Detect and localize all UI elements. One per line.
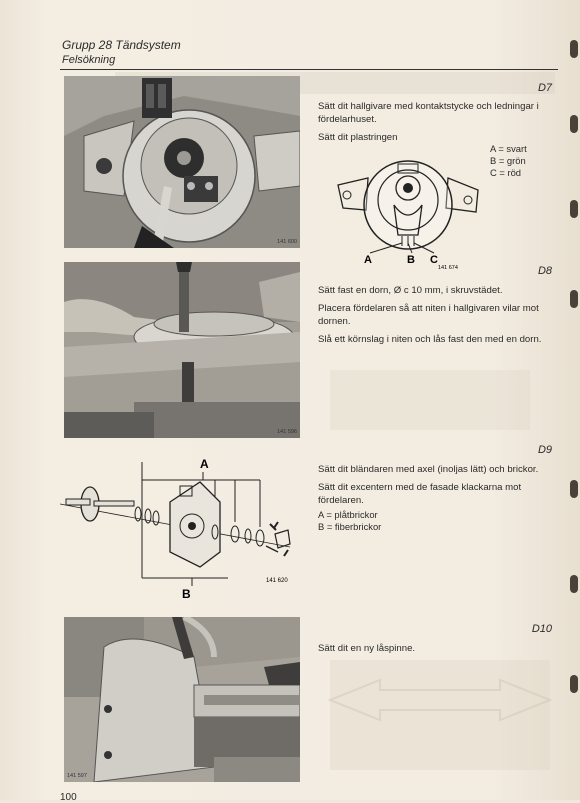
chapter-title: Grupp 28 Tändsystem	[62, 38, 181, 52]
photo-d10	[64, 617, 300, 782]
diagram-label-a: A	[364, 254, 372, 266]
section-text-d7	[318, 100, 558, 149]
diagram-label-b: B	[182, 587, 191, 601]
section-code-d8: D8	[537, 265, 552, 277]
paragraph: Sätt dit bländaren med axel (inoljas lätt) och brickor.	[318, 464, 539, 475]
legend-item: A = plåtbrickor	[318, 509, 378, 520]
binding-hole	[570, 115, 578, 133]
legend-item: C = röd	[490, 167, 522, 178]
legend-d9	[318, 509, 381, 533]
diagram-d7	[318, 150, 488, 270]
photo-d8	[64, 262, 300, 438]
paragraph: Sätt fast en dorn, Ø c 10 mm, i skruvstädet.	[318, 285, 503, 296]
figure-number-d9: 141 620	[266, 578, 288, 584]
diagram-label-b: B	[407, 254, 415, 266]
diagram-label-c: C	[430, 254, 438, 266]
paragraph: Sätt dit plastringen	[318, 132, 398, 143]
section-text-d8	[318, 284, 558, 351]
binding-hole	[570, 480, 578, 498]
binding-hole	[570, 575, 578, 593]
photo-d7	[64, 76, 300, 248]
diagram-d9	[60, 452, 310, 602]
vise-drift-photo	[64, 262, 300, 438]
legend-item: A = svart	[490, 143, 527, 154]
section-code-d10: D10	[531, 623, 552, 635]
section-code-d9: D9	[537, 444, 552, 456]
section-text-d9	[318, 463, 558, 512]
chapter-subtitle: Felsökning	[62, 54, 116, 66]
section-text-d10	[318, 642, 558, 660]
paragraph: Sätt dit excentern med de fasade klackarna mot fördelaren.	[318, 482, 522, 506]
section-code-d7: D7	[537, 82, 552, 94]
binding-hole	[570, 290, 578, 308]
paragraph: Placera fördelaren så att niten i hallgivaren vilar mot dornen.	[318, 303, 539, 327]
legend-item: B = grön	[490, 155, 526, 166]
paragraph: Sätt dit hallgivare med kontaktstycke och ledningar i fördelarhuset.	[318, 101, 539, 125]
photo-number-d10: 141 597	[67, 773, 87, 779]
binding-hole	[570, 675, 578, 693]
photo-number-d7: 141 600	[277, 239, 297, 245]
paragraph: Sätt dit en ny låspinne.	[318, 643, 416, 654]
lock-pin-photo	[64, 617, 300, 782]
binding-hole	[570, 200, 578, 218]
photo-number-d8: 141 596	[277, 429, 297, 435]
diagram-label-a: A	[200, 457, 209, 471]
binding-hole	[570, 40, 578, 58]
page-number: 100	[60, 792, 77, 803]
distributor-hall-sensor-photo	[64, 76, 300, 248]
figure-number-d7: 141 674	[438, 265, 458, 270]
paragraph: Slå ett körnslag i niten och lås fast den med en dorn.	[318, 334, 542, 345]
legend-item: B = fiberbrickor	[318, 521, 382, 532]
legend-d7	[490, 143, 527, 179]
